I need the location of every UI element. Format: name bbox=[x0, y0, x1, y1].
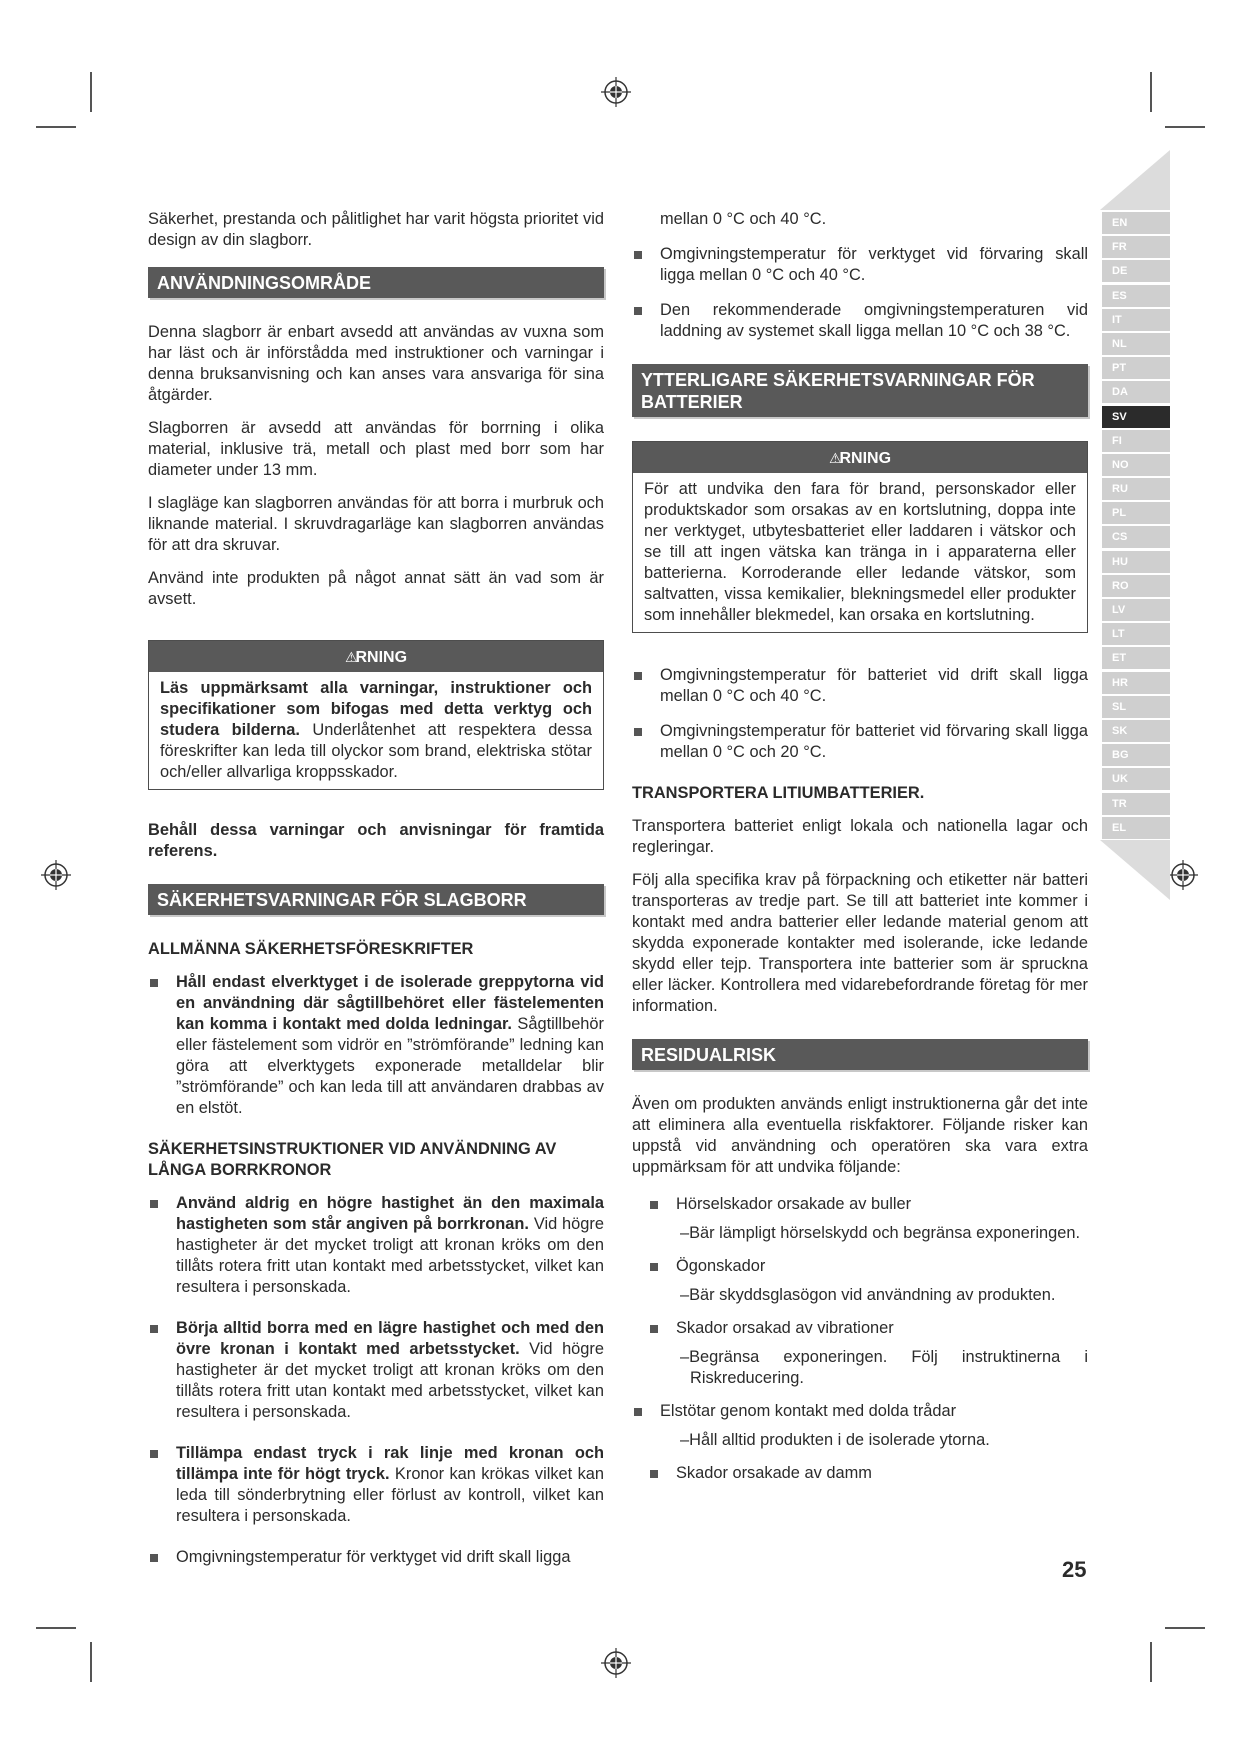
bullet-item: Omgivningstemperatur för batteriet vid förvaring skall ligga mellan 0 °C och 20 °C. bbox=[632, 721, 1088, 763]
risk-item: Ögonskador bbox=[648, 1256, 1088, 1277]
registration-mark-icon bbox=[1168, 860, 1198, 890]
language-tab-it[interactable]: IT bbox=[1102, 309, 1170, 331]
paragraph: Även om produkten används enligt instruktionerna går det inte att eliminera alla eventuella riskfaktorer. Följande risker kan uppstå vid användning och operatören ska vara extra uppmärksam för att undvika följande: bbox=[632, 1095, 1088, 1176]
bullet-bold: Håll endast elverktyget i de isolerade greppytorna vid en användning där sågtillbehöret eller fästelementen kan komma i kontakt med dolda ledningar. bbox=[176, 973, 604, 1033]
section-heading-usage: ANVÄNDNINGSOMRÅDE bbox=[148, 267, 604, 298]
language-tab-de[interactable]: DE bbox=[1102, 260, 1170, 282]
language-tab-tr[interactable]: TR bbox=[1102, 793, 1170, 815]
risk-item: Elstötar genom kontakt med dolda trådar bbox=[632, 1401, 1088, 1422]
section-heading-safety: SÄKERHETSVARNINGAR FÖR SLAGBORR bbox=[148, 884, 604, 915]
bullet-text: Vid högre hastigheter är det mycket troligt att kronan kröks om den tillåts rotera fritt utan kontakt med arbetsstycket, vilket kan resultera i personskada. bbox=[176, 1340, 604, 1421]
paragraph: Använd inte produkten på något annat sätt än vad som är avsett. bbox=[148, 569, 604, 608]
risk-detail: –Begränsa exponeringen. Följ instruktinerna i Riskreducering. bbox=[680, 1348, 1088, 1387]
language-tab-uk[interactable]: UK bbox=[1102, 768, 1170, 790]
warning-triangle-icon: ⚠ bbox=[344, 649, 356, 665]
language-tab-hr[interactable]: HR bbox=[1102, 672, 1170, 694]
bullet-item: Omgivningstemperatur för verktyget vid drift skall ligga bbox=[148, 1547, 604, 1568]
risk-item: Skador orsakad av vibrationer bbox=[648, 1318, 1088, 1339]
crop-mark bbox=[36, 126, 76, 128]
section-heading-battery: YTTERLIGARE SÄKERHETSVARNINGAR FÖR BATTERIER bbox=[632, 364, 1088, 417]
registration-mark-icon bbox=[41, 860, 71, 890]
language-tab-no[interactable]: NO bbox=[1102, 454, 1170, 476]
bullet-item: Omgivningstemperatur för batteriet vid drift skall ligga mellan 0 °C och 40 °C. bbox=[632, 665, 1088, 707]
warning-header bbox=[149, 641, 603, 672]
bullet-item bbox=[148, 1443, 604, 1527]
language-tab-el[interactable]: EL bbox=[1102, 817, 1170, 839]
warning-body: För att undvika den fara för brand, personskador eller produktskador som orsakas av en kortslutning, doppa inte ner verktyget, utbytesbatteriet eller laddaren i vätskor och se till att ingen vätska kan tränga in i apparaterna eller batterierna. Korroderande eller ledande vätskor, som saltvatten, vissa kemikalier, blekningsmedel eller produkter som innehåller blekmedel, kan orsaka en kortslutning. bbox=[644, 480, 1076, 624]
risk-item: Hörselskador orsakade av buller bbox=[648, 1194, 1088, 1215]
warning-box bbox=[632, 441, 1088, 633]
language-tab-es[interactable]: ES bbox=[1102, 285, 1170, 307]
bullet-item bbox=[148, 1318, 604, 1423]
continued-text: mellan 0 °C och 40 °C. bbox=[660, 210, 827, 228]
crop-mark bbox=[1165, 126, 1205, 128]
subheading-transport: TRANSPORTERA LITIUMBATTERIER. bbox=[632, 784, 925, 802]
warning-bold-text: Läs uppmärksamt alla varningar, instruktioner och specifikationer som bifogas med detta verktyg och studera bilderna. bbox=[160, 679, 592, 739]
crop-mark bbox=[1165, 1627, 1205, 1629]
language-tab-cs[interactable]: CS bbox=[1102, 526, 1170, 548]
paragraph: Slagborren är avsedd att användas för borrning i olika material, inklusive trä, metall och plast med borr som har diameter under 13 mm. bbox=[148, 419, 604, 479]
keep-instructions bbox=[148, 820, 604, 862]
bullet-bold: Använd aldrig en högre hastighet än den maximala hastigheten som står angiven på borrkronan. bbox=[176, 1194, 604, 1233]
language-tab-ru[interactable]: RU bbox=[1102, 478, 1170, 500]
risk-detail: –Bär skyddsglasögon vid användning av produkten. bbox=[680, 1286, 1056, 1304]
crop-mark bbox=[90, 72, 92, 112]
subheading-general: ALLMÄNNA SÄKERHETSFÖRESKRIFTER bbox=[148, 940, 474, 958]
language-tabs bbox=[1102, 212, 1170, 841]
crop-mark bbox=[1150, 1642, 1152, 1682]
language-tab-en[interactable]: EN bbox=[1102, 212, 1170, 234]
bullet-bold: Tillämpa endast tryck i rak linje med kronan och tillämpa inte för högt tryck. bbox=[176, 1444, 604, 1483]
keep-instructions-text: Behåll dessa varningar och anvisningar för framtida referens. bbox=[148, 821, 604, 860]
bullet-item bbox=[148, 972, 604, 1119]
crop-mark bbox=[36, 1627, 76, 1629]
warning-body bbox=[149, 672, 603, 789]
language-tab-nl[interactable]: NL bbox=[1102, 333, 1170, 355]
warning-title: RNING bbox=[839, 450, 892, 467]
registration-mark-icon bbox=[601, 1648, 631, 1678]
crop-mark bbox=[90, 1642, 92, 1682]
warning-box bbox=[148, 640, 604, 790]
language-tab-sl[interactable]: SL bbox=[1102, 696, 1170, 718]
risk-detail: –Håll alltid produkten i de isolerade ytorna. bbox=[680, 1431, 990, 1449]
bullet-text: Sågtillbehör eller fästelement som vidrör en ”strömförande” ledning kan göra att elverktygets exponerade metalldelar blir ”strömförande” och kan leda till att användaren drabbas av en elstöt. bbox=[176, 1015, 604, 1117]
language-tab-et[interactable]: ET bbox=[1102, 647, 1170, 669]
language-tab-da[interactable]: DA bbox=[1102, 381, 1170, 403]
page-number: 25 bbox=[1062, 1557, 1087, 1582]
warning-triangle-icon: ⚠ bbox=[828, 450, 840, 466]
subheading-long-bits: SÄKERHETSINSTRUKTIONER VID ANVÄNDNING AV LÅNGA BORRKRONOR bbox=[148, 1140, 557, 1179]
language-tab-fi[interactable]: FI bbox=[1102, 430, 1170, 452]
intro-text: Säkerhet, prestanda och pålitlighet har varit högsta prioritet vid design av din slagborr. bbox=[148, 210, 604, 249]
language-tab-pl[interactable]: PL bbox=[1102, 502, 1170, 524]
language-tab-sk[interactable]: SK bbox=[1102, 720, 1170, 742]
paragraph: Denna slagborr är enbart avsedd att användas av vuxna som har läst och är införstådda med instruktioner och varningar i denna bruksanvisning och kan anses vara ansvariga för sina åtgärder. bbox=[148, 323, 604, 404]
bullet-item: Den rekommenderade omgivningstemperaturen vid laddning av systemet skall ligga mellan 10 °C och 38 °C. bbox=[632, 300, 1088, 342]
language-tab-hu[interactable]: HU bbox=[1102, 551, 1170, 573]
bullet-bold: Börja alltid borra med en lägre hastighet och med den övre kronan i kontakt med arbetsstycket. bbox=[176, 1319, 604, 1358]
language-tab-sv[interactable]: SV bbox=[1102, 406, 1170, 428]
warning-title: RNING bbox=[355, 649, 408, 666]
bullet-item: Omgivningstemperatur för verktyget vid förvaring skall ligga mellan 0 °C och 40 °C. bbox=[632, 244, 1088, 286]
crop-mark bbox=[1150, 72, 1152, 112]
section-heading-residual: RESIDUALRISK bbox=[632, 1039, 1088, 1070]
paragraph: Transportera batteriet enligt lokala och nationella lagar och regleringar. bbox=[632, 817, 1088, 856]
warning-header bbox=[633, 442, 1087, 473]
language-tab-bg[interactable]: BG bbox=[1102, 744, 1170, 766]
bullet-text: Kronor kan krökas vilket kan leda till sönderbrytning eller förlust av kontroll, vilket kan resultera i personskada. bbox=[176, 1465, 605, 1525]
bullet-text: Vid högre hastigheter är det mycket troligt att kronan kröks om den tillåts rotera fritt utan kontakt med arbetsstycket, vilket kan resultera i personskada. bbox=[176, 1215, 604, 1296]
language-tab-lt[interactable]: LT bbox=[1102, 623, 1170, 645]
bullet-item bbox=[148, 1193, 604, 1298]
registration-mark-icon bbox=[601, 77, 631, 107]
risk-item: Skador orsakade av damm bbox=[648, 1463, 1088, 1484]
risk-detail: –Bär lämpligt hörselskydd och begränsa exponeringen. bbox=[680, 1224, 1080, 1242]
language-tab-ro[interactable]: RO bbox=[1102, 575, 1170, 597]
left-column bbox=[148, 209, 604, 1582]
paragraph: I slagläge kan slagborren användas för att borra i murbruk och liknande material. I skruvdragarläge kan slagborren användas för att dra skruvar. bbox=[148, 494, 604, 554]
language-tab-pt[interactable]: PT bbox=[1102, 357, 1170, 379]
language-tab-lv[interactable]: LV bbox=[1102, 599, 1170, 621]
right-column bbox=[632, 209, 1088, 1498]
language-tab-fr[interactable]: FR bbox=[1102, 236, 1170, 258]
warning-text: Underlåtenhet att respektera dessa föreskrifter kan leda till olyckor som brand, elektriska stötar och/eller allvarliga kroppsskador. bbox=[160, 721, 592, 781]
paragraph: Följ alla specifika krav på förpackning och etiketter när batteri transporteras av tredje part. Se till att batteriet inte kommer i kontakt med andra batterier eller ledande material genom att skydda exponerade kontakter med isolerande, icke ledande skydd eller tejp. Transportera inte batterier som är spruckna eller läcker. Kontrollera med vidarebefordrande företag för mer information. bbox=[632, 871, 1088, 1015]
